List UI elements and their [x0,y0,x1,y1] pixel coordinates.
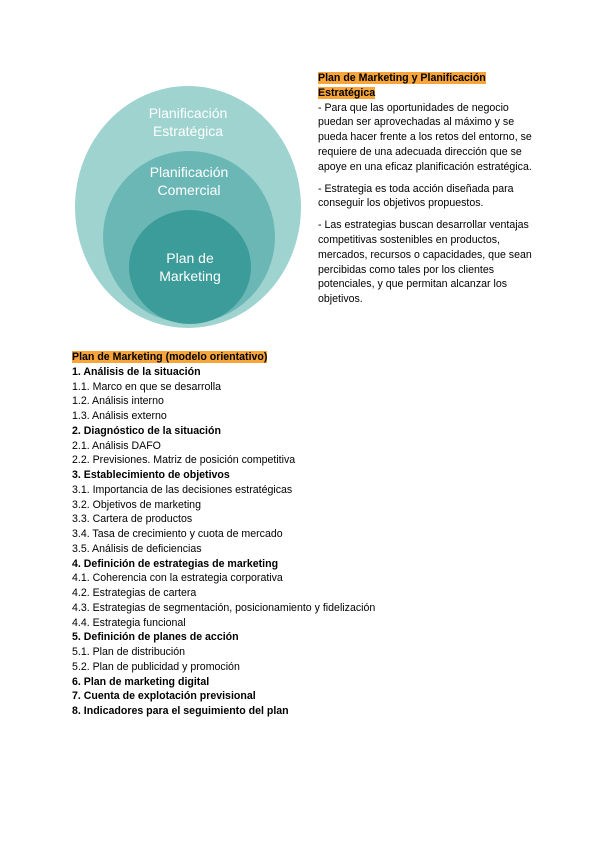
outline-subsection: 1.3. Análisis externo [72,410,167,422]
outline-section-heading: 8. Indicadores para el seguimiento del plan [72,705,289,717]
outline-rows [72,365,532,719]
side-title: Plan de Marketing y Planificación Estratégica [318,72,486,99]
outline-subsection: 3.2. Objetivos de marketing [72,498,201,511]
side-paragraph-1: - Para que las oportunidades de negocio puedan ser aprovechadas al máximo y se pueda hacer frente a los retos del entorno, se requiere de una adecuada dirección que se apoye en una eficaz planificación estratégica. [318,101,532,173]
outline-section-heading: 5. Definición de planes de acción [72,631,239,644]
outline-section-heading: 1. Análisis de la situación [72,365,201,378]
middle-circle-label: Planificación Comercial [149,164,229,198]
outline-subsection: 4.1. Coherencia con la estrategia corporativa [72,572,283,585]
outline-subsection: 5.1. Plan de distribución [72,646,186,658]
outline-subsection: 3.5. Análisis de deficiencias [72,542,202,555]
marketing-plan-outline [72,350,532,719]
outline-subsection: 4.3. Estrategias de segmentación, posicionamiento y fidelización [72,601,376,614]
circle-plan-de-marketing [129,210,251,324]
outline-subsection: 5.2. Plan de publicidad y promoción [72,660,240,673]
outline-section-heading: 7. Cuenta de explotación previsional [72,690,256,703]
outline-subsection: 1.1. Marco en que se desarrolla [72,380,221,393]
outer-circle-label: Planificación Estratégica [148,105,228,139]
side-paragraph-3: - Las estrategias buscan desarrollar ventajas competitivas sostenibles en productos, mercados, recursos o capacidades, que sean percibidas como tales por los clientes potenciales, y que permitan alcanzar los objetivos. [318,219,532,306]
inner-circle-label: Plan de Marketing [159,250,221,284]
nested-circles-diagram [75,86,301,328]
outline-subsection: 1.2. Análisis interno [72,395,164,408]
outline-section-heading: 2. Diagnóstico de la situación [72,424,221,437]
outline-section-heading: 6. Plan de marketing digital [72,675,210,688]
outline-section-heading: 4. Definición de estrategias de marketing [72,557,279,570]
outline-subsection: 2.1. Análisis DAFO [72,439,161,452]
outline-subsection: 4.2. Estrategias de cartera [72,587,197,599]
side-text-block [318,71,533,314]
outline-subsection: 2.2. Previsiones. Matriz de posición competitiva [72,454,296,467]
outline-subsection: 3.4. Tasa de crecimiento y cuota de mercado [72,528,283,540]
outline-subsection: 3.3. Cartera de productos [72,513,193,526]
side-paragraph-2: - Estrategia es toda acción diseñada para conseguir los objetivos propuestos. [318,182,514,210]
outline-title: Plan de Marketing (modelo orientativo) [72,351,268,363]
outline-subsection: 3.1. Importancia de las decisiones estratégicas [72,483,293,496]
outline-subsection: 4.4. Estrategia funcional [72,616,186,629]
outline-section-heading: 3. Establecimiento de objetivos [72,469,230,481]
